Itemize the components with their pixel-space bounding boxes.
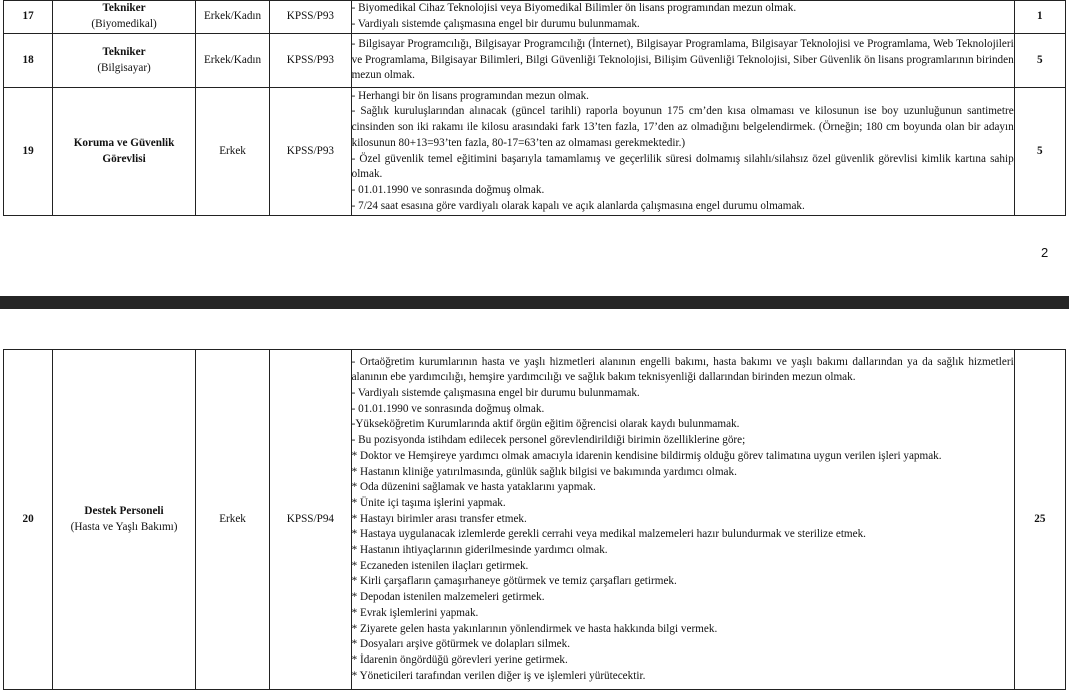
position-title-cell: [53, 88, 196, 216]
requirement-line: - Bu pozisyonda istihdam edilecek personel görevlendirildiği birimin özelliklerine göre;: [351, 434, 746, 447]
gender-cell: Erkek/Kadın: [195, 34, 269, 88]
position-title-cell: [53, 34, 196, 88]
position-count: 5: [1014, 88, 1065, 216]
requirement-line: * Hastanın kliniğe yatırılmasında, günlük sağlık bilgisi ve bakımında yardımcı olmak.: [351, 465, 737, 478]
requirement-line: * Oda düzenini sağlamak ve hasta yataklarını yapmak.: [351, 481, 596, 494]
position-title-cell: [53, 1, 196, 34]
position-count: 25: [1014, 350, 1065, 690]
position-title: Tekniker: [102, 45, 146, 58]
position-subtitle: (Biyomedikal): [91, 18, 157, 30]
requirement-line: - Ortaöğretim kurumlarının hasta ve yaşlı hizmetleri alanının engelli bakımı, hasta bakımı ve yaşlı bakımı dallarından ya da sağlık hizmetleri alanının ebe yardımcılığı, hemşire yardımcılığı ve sağlık bakım teknisyenliği dallarından birinden mezun olmak.: [351, 355, 1014, 384]
requirement-line: - 7/24 saat esasına göre vardiyalı olarak kapalı ve açık alanlarda çalışmasına engel durumu olmamak.: [351, 199, 805, 212]
requirement-line: * Eczaneden istenilen ilaçları getirmek.: [351, 559, 529, 572]
positions-table-bottom: [3, 349, 1066, 690]
requirement-line: * Hastanın ihtiyaçlarının giderilmesinde yardımcı olmak.: [351, 544, 608, 557]
position-subtitle: (Bilgisayar): [97, 61, 151, 74]
requirement-line: - Sağlık kuruluşlarından alınacak (güncel tarihli) raporla boyunun 175 cm’den kısa olmaması ve kilosunun ise boy uzunluğunun santimetre cinsinden son iki rakamı ile kilosu arasındaki fark 13’ten fazla, 17’den az olmadığını belgelendirmek. (Örneğin; 180 cm boyunda olan bir adayın kilosunun 80+13=93’ten fazla, 80-17=63’ten az olmaması gerekmektedir.): [351, 105, 1014, 149]
requirement-line: * Dosyaları arşive götürmek ve dolapları silmek.: [351, 638, 571, 651]
gender-cell: Erkek/Kadın: [195, 1, 269, 34]
requirement-line: * Hastaya uygulanacak izlemlerde gerekli cerrahi veya medikal malzemeleri hazır bulundurmak ve sterilize etmek.: [351, 528, 866, 541]
page-divider: [0, 296, 1069, 309]
position-count: 5: [1014, 34, 1065, 88]
position-row: [4, 1, 1066, 34]
position-title: Koruma ve Güvenlik Görevlisi: [73, 136, 175, 165]
positions-table-bottom-body: [4, 350, 1066, 690]
positions-table-top-body: [4, 1, 1066, 216]
requirement-line: * Depodan istenilen malzemeleri getirmek.: [351, 591, 545, 604]
kpss-cell: KPSS/P93: [270, 34, 351, 88]
requirement-line: * Ünite içi taşıma işlerini yapmak.: [351, 496, 506, 509]
position-count: 1: [1014, 1, 1065, 34]
requirement-line: * Doktor ve Hemşireye yardımcı olmak amacıyla idarenin kendisine bildirmiş olduğu görev talimatına uygun verilen işleri yapmak.: [351, 449, 942, 462]
requirements-cell: [351, 88, 1014, 216]
requirement-line: * Evrak işlemlerini yapmak.: [351, 606, 479, 619]
requirement-line: - 01.01.1990 ve sonrasında doğmuş olmak.: [351, 402, 545, 415]
requirement-line: * Yöneticileri tarafından verilen diğer iş ve işlemleri yürütecektir.: [351, 669, 646, 682]
requirement-line: - Bilgisayar Programcılığı, Bilgisayar Programcılığı (İnternet), Bilgisayar Programlama, Bilgisayar Teknolojisi ve Programlama, Web Teknolojileri ve Programlama, Bilgisayar Bilimleri, Bilgi Güvenliği Teknolojisi, Bilişim Güvenliği Teknolojisi, Siber Güvenlik ön lisans programlarının birinden mezun olmak.: [351, 37, 1014, 82]
requirement-line: - Biyomedikal Cihaz Teknolojisi veya Biyomedikal Bilimler ön lisans programından mezun olmak.: [351, 2, 797, 15]
kpss-cell: KPSS/P93: [270, 88, 351, 216]
requirement-line: - Herhangi bir ön lisans programından mezun olmak.: [351, 89, 589, 102]
position-number: 19: [4, 88, 53, 216]
requirement-line: - 01.01.1990 ve sonrasında doğmuş olmak.: [351, 183, 545, 196]
requirements-cell: [351, 1, 1014, 34]
requirement-line: - Özel güvenlik temel eğitimini başarıyla tamamlamış ve geçerlilik süresi dolmamış silahlı/silahsız özel güvenlik görevlisi kimlik kartına sahip olmak.: [351, 152, 1014, 181]
requirement-line: * İdarenin öngördüğü görevleri yerine getirmek.: [351, 653, 568, 666]
position-row: [4, 34, 1066, 88]
requirement-line: - Vardiyalı sistemde çalışmasına engel bir durumu bulunmamak.: [351, 387, 640, 400]
requirements-cell: [351, 34, 1014, 88]
requirement-line: * Hastayı birimler arası transfer etmek.: [351, 512, 527, 525]
requirements-cell: [351, 350, 1014, 690]
position-row: [4, 350, 1066, 690]
position-number: 20: [4, 350, 53, 690]
requirement-line: - Vardiyalı sistemde çalışmasına engel bir durumu bulunmamak.: [351, 18, 640, 30]
position-title: Destek Personeli: [84, 504, 164, 517]
position-row: [4, 88, 1066, 216]
position-number: 17: [4, 1, 53, 34]
position-title: Tekniker: [102, 2, 146, 15]
gender-cell: Erkek: [195, 350, 269, 690]
requirement-line: * Kirli çarşafların çamaşırhaneye götürmek ve temiz çarşafları getirmek.: [351, 575, 677, 588]
positions-table-top: [3, 0, 1066, 216]
requirement-line: * Ziyarete gelen hasta yakınlarının yönlendirmek ve hasta hakkında bilgi vermek.: [351, 622, 718, 635]
requirement-line: -Yükseköğretim Kurumlarında aktif örgün eğitim öğrencisi olarak kaydı bulunmamak.: [351, 418, 740, 431]
gender-cell: Erkek: [195, 88, 269, 216]
kpss-cell: KPSS/P94: [270, 350, 351, 690]
position-number: 18: [4, 34, 53, 88]
page-number: 2: [1041, 245, 1049, 260]
kpss-cell: KPSS/P93: [270, 1, 351, 34]
position-subtitle: (Hasta ve Yaşlı Bakımı): [70, 520, 178, 533]
position-title-cell: [53, 350, 196, 690]
